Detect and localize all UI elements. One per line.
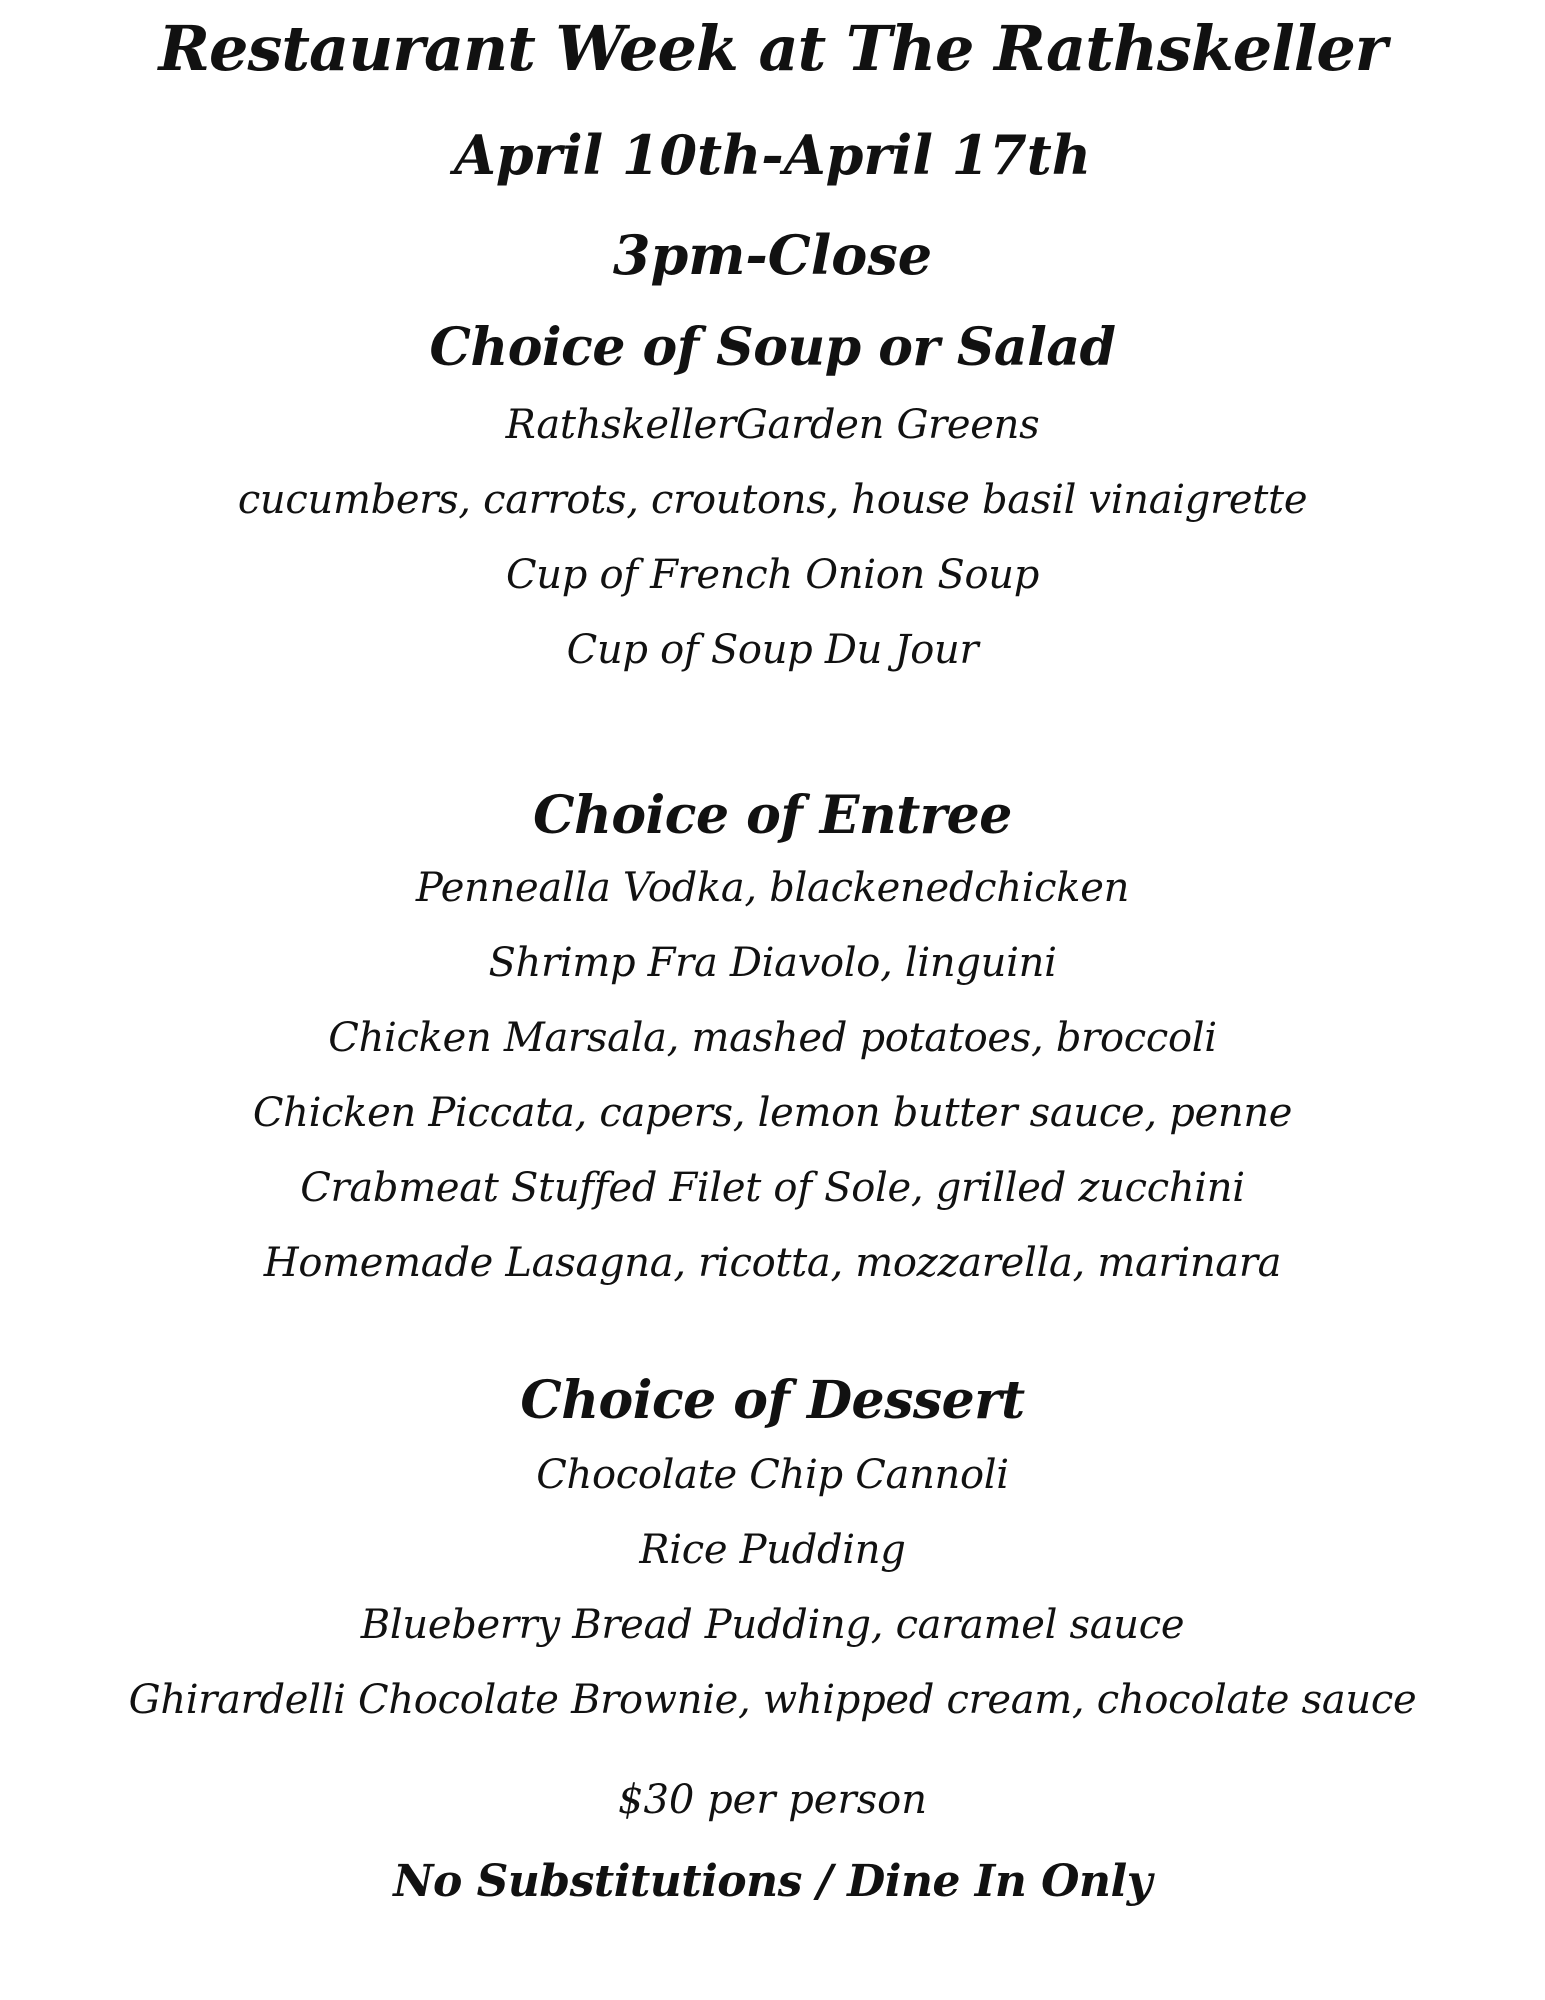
menu-item: Homemade Lasagna, ricotta, mozzarella, marinara — [263, 1240, 1282, 1286]
menu-item: Cup of Soup Du Jour — [566, 627, 979, 673]
menu-item: Chocolate Chip Cannoli — [536, 1452, 1009, 1498]
menu-item: Crabmeat Stuffed Filet of Sole, grilled zucchini — [300, 1165, 1245, 1211]
menu-item: Cup of French Onion Soup — [505, 552, 1040, 598]
policy-note: No Substitutions / Dine In Only — [393, 1856, 1152, 1907]
menu-item: Shrimp Fra Diavolo, linguini — [488, 940, 1057, 986]
menu-item: Rice Pudding — [639, 1527, 906, 1573]
menu-item: Ghirardelli Chocolate Brownie, whipped cream, chocolate sauce — [128, 1677, 1417, 1723]
event-dates: April 10th-April 17th — [454, 123, 1091, 187]
menu-item-description: cucumbers, carrots, croutons, house basil vinaigrette — [237, 477, 1308, 523]
menu-item: Pennealla Vodka, blackenedchicken — [415, 865, 1130, 911]
menu-item: RathskellerGarden Greens — [505, 402, 1040, 448]
price-label: $30 per person — [618, 1777, 927, 1823]
menu-item: Chicken Marsala, mashed potatoes, broccoli — [328, 1015, 1217, 1061]
page-title: Restaurant Week at The Rathskeller — [158, 12, 1387, 85]
menu-item: Chicken Piccata, capers, lemon butter sauce, penne — [252, 1090, 1293, 1136]
section-heading-soup-salad: Choice of Soup or Salad — [429, 317, 1116, 378]
section-heading-dessert: Choice of Dessert — [520, 1370, 1025, 1431]
event-hours: 3pm-Close — [612, 223, 933, 287]
section-heading-entree: Choice of Entree — [533, 785, 1012, 846]
menu-item: Blueberry Bread Pudding, caramel sauce — [360, 1602, 1185, 1648]
